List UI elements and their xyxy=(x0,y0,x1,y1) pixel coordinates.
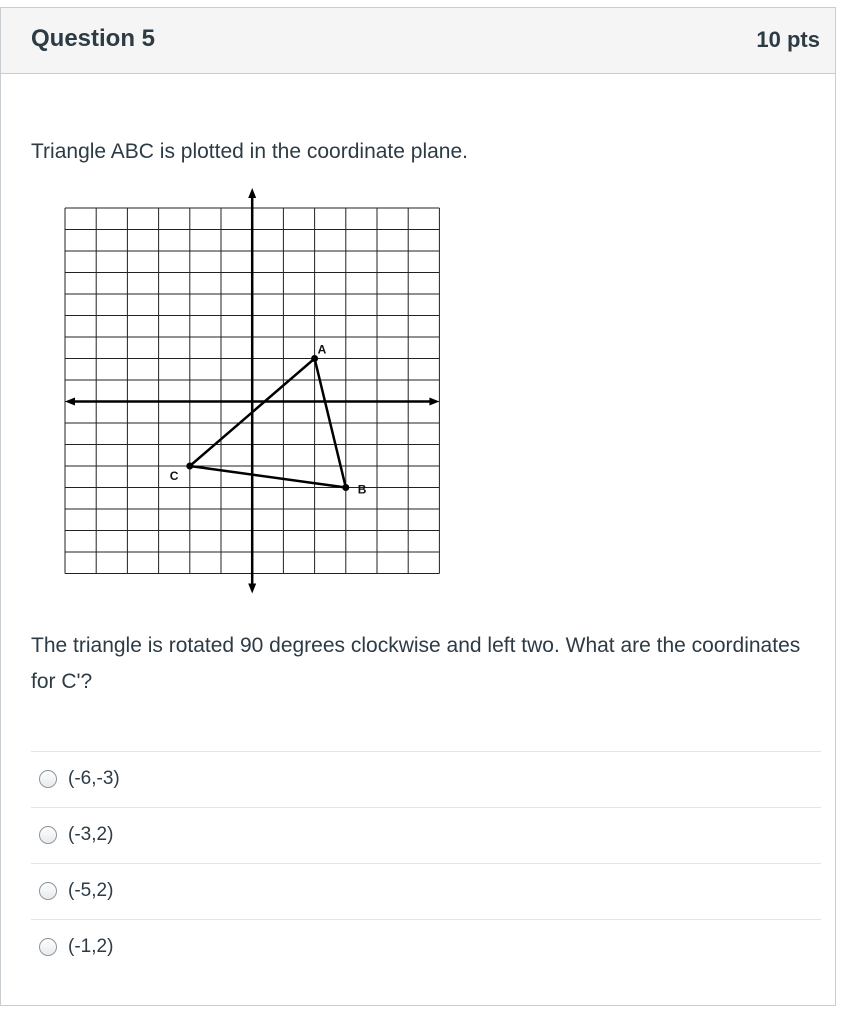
answer-option[interactable] xyxy=(31,751,821,807)
vertex-label-b: B xyxy=(357,482,367,497)
y-axis-arrow-down xyxy=(248,584,256,594)
coordinate-plane-figure xyxy=(56,183,456,608)
answer-label: (-3,2) xyxy=(68,824,114,845)
answer-label: (-6,-3) xyxy=(68,768,120,789)
x-axis-arrow-right xyxy=(429,398,439,406)
question-points: 10 pts xyxy=(756,27,820,52)
question-card xyxy=(0,7,836,1006)
y-axis-arrow-up xyxy=(248,188,256,198)
question-title: Question 5 xyxy=(31,25,156,52)
answer-option[interactable] xyxy=(31,807,821,863)
coordinate-plane-svg xyxy=(56,183,456,603)
radio-button[interactable] xyxy=(39,938,57,956)
question-body: The triangle is rotated 90 degrees clockwise and left two. What are the coordinates for C'? xyxy=(31,634,801,693)
answer-list xyxy=(31,751,821,975)
radio-button[interactable] xyxy=(39,882,57,900)
vertex-point-c xyxy=(186,463,193,470)
radio-button[interactable] xyxy=(39,770,57,788)
answer-option[interactable] xyxy=(31,919,821,975)
vertex-label-a: A xyxy=(317,342,327,357)
x-axis-arrow-left xyxy=(65,398,75,406)
answer-label: (-5,2) xyxy=(68,880,114,901)
vertex-label-c: C xyxy=(169,469,179,483)
question-header xyxy=(1,8,835,74)
radio-button[interactable] xyxy=(39,826,57,844)
answer-option[interactable] xyxy=(31,863,821,919)
vertex-point-b xyxy=(342,484,349,491)
answer-label: (-1,2) xyxy=(68,936,114,957)
question-prompt: Triangle ABC is plotted in the coordinate plane. xyxy=(31,140,468,163)
